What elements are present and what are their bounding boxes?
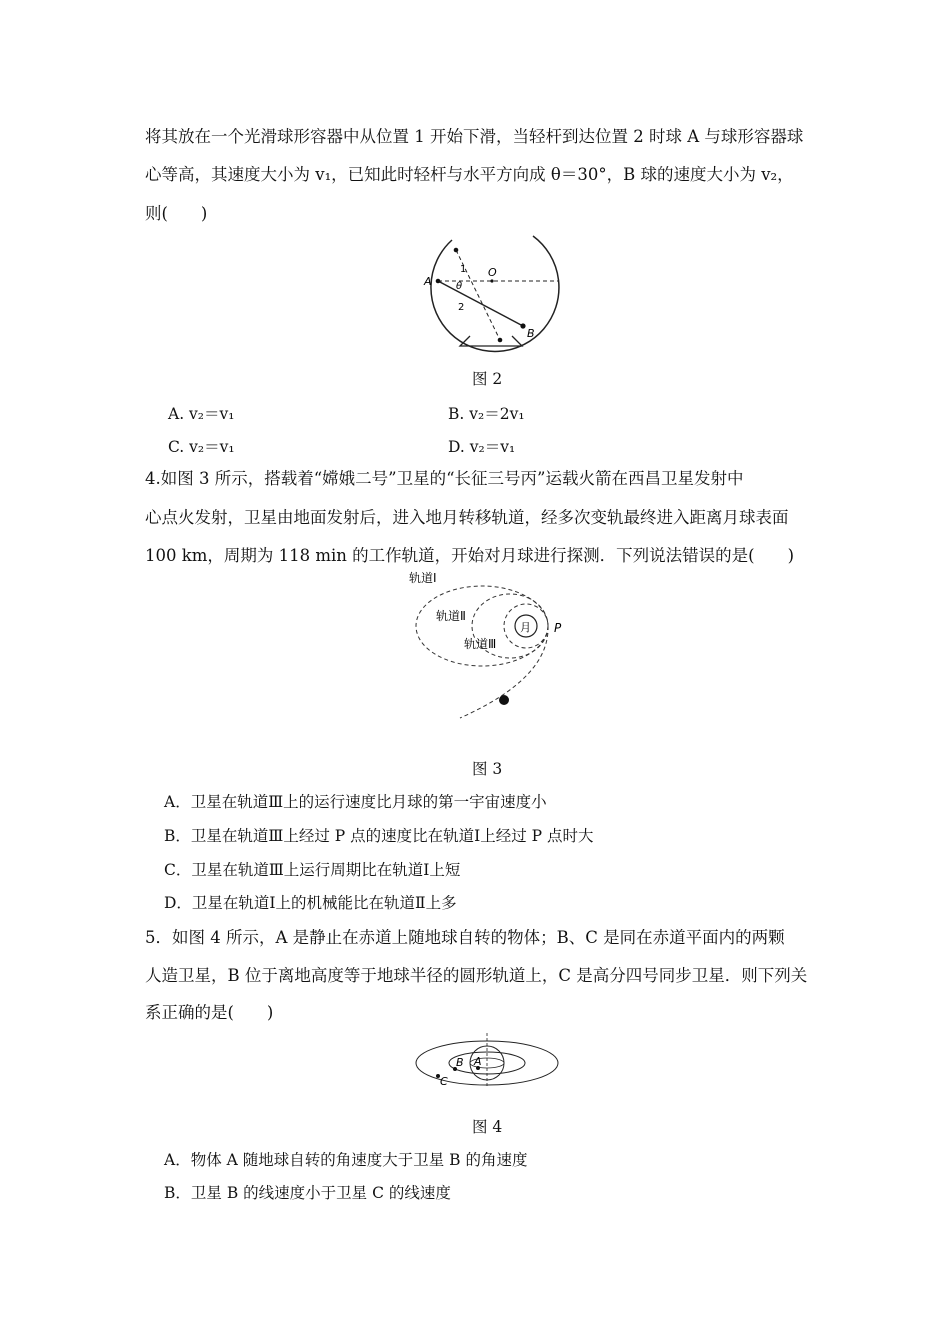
q3-option-b: B. v₂＝2v₁ — [448, 405, 525, 423]
label-a: A — [474, 1055, 482, 1068]
ball-a — [436, 279, 441, 284]
q4-text-line-3: 100 km，周期为 118 min 的工作轨道，开始对月球进行探测．下列说法错误的是( ) — [145, 546, 795, 565]
figure-2-caption: 图 2 — [472, 370, 503, 388]
label-b: B — [527, 327, 535, 340]
container-stand — [460, 336, 522, 346]
q4-option-b: B．卫星在轨道Ⅲ上经过 P 点的速度比在轨道Ⅰ上经过 P 点时大 — [164, 827, 594, 845]
q5-text-line-2: 人造卫星，B 位于离地高度等于地球半径的圆形轨道上，C 是高分四号同步卫星．则下列关 — [145, 966, 808, 985]
figure-4-earth-orbits — [410, 1030, 565, 1090]
rod-position-2 — [438, 281, 523, 326]
q4-text-line-1: 4.如图 3 所示，搭载着“嫦娥二号”卫星的“长征三号丙”运载火箭在西昌卫星发射中 — [145, 469, 744, 488]
figure-3-orbits — [400, 568, 585, 728]
label-moon: 月 — [520, 621, 531, 634]
earth-dot — [499, 695, 509, 705]
label-orbit-3: 轨道Ⅲ — [464, 637, 497, 651]
q4-text-line-2: 心点火发射，卫星由地面发射后，进入地月转移轨道，经多次变轨最终进入距离月球表面 — [145, 508, 789, 527]
spherical-container-outline — [431, 236, 559, 351]
q3-option-a: A. v₂＝v₁ — [168, 405, 235, 423]
q3-option-d: D. v₂＝v₁ — [448, 438, 516, 456]
q3-text-line-3: 则( ) — [145, 204, 208, 223]
q3-option-c: C. v₂＝v₁ — [168, 438, 235, 456]
label-c: C — [440, 1075, 448, 1088]
label-b: B — [456, 1056, 464, 1069]
q5-option-a: A．物体 A 随地球自转的角速度大于卫星 B 的角速度 — [164, 1151, 528, 1169]
q3-text-line-2: 心等高，其速度大小为 v₁，已知此时轻杆与水平方向成 θ＝30°，B 球的速度大小为 v₂， — [145, 165, 794, 184]
label-orbit-1: 轨道Ⅰ — [409, 571, 437, 585]
q3-text-line-1: 将其放在一个光滑球形容器中从位置 1 开始下滑，当轻杆到达位置 2 时球 A 与球形容器球 — [145, 127, 804, 146]
q5-option-b: B．卫星 B 的线速度小于卫星 C 的线速度 — [164, 1184, 451, 1202]
label-theta: θ — [456, 281, 463, 292]
label-position-2: 2 — [458, 302, 465, 313]
label-o: O — [488, 266, 497, 279]
label-p: P — [554, 621, 562, 635]
figure-4-caption: 图 4 — [472, 1118, 503, 1136]
q5-text-line-3: 系正确的是( ) — [145, 1003, 274, 1022]
center-o — [490, 279, 493, 282]
figure-2-spherical-container — [410, 232, 570, 354]
label-a: A — [424, 275, 432, 288]
q4-option-a: A．卫星在轨道Ⅲ上的运行速度比月球的第一宇宙速度小 — [164, 793, 547, 811]
q4-option-d: D．卫星在轨道Ⅰ上的机械能比在轨道Ⅱ上多 — [164, 894, 457, 912]
q4-option-c: C．卫星在轨道Ⅲ上运行周期比在轨道Ⅰ上短 — [164, 861, 461, 879]
label-orbit-2: 轨道Ⅱ — [436, 609, 466, 623]
q5-text-line-1: 5．如图 4 所示，A 是静止在赤道上随地球自转的物体；B、C 是同在赤道平面内的两颗 — [145, 928, 785, 947]
ball-b — [520, 323, 525, 328]
figure-3-caption: 图 3 — [472, 760, 503, 778]
label-position-1: 1 — [460, 264, 467, 275]
